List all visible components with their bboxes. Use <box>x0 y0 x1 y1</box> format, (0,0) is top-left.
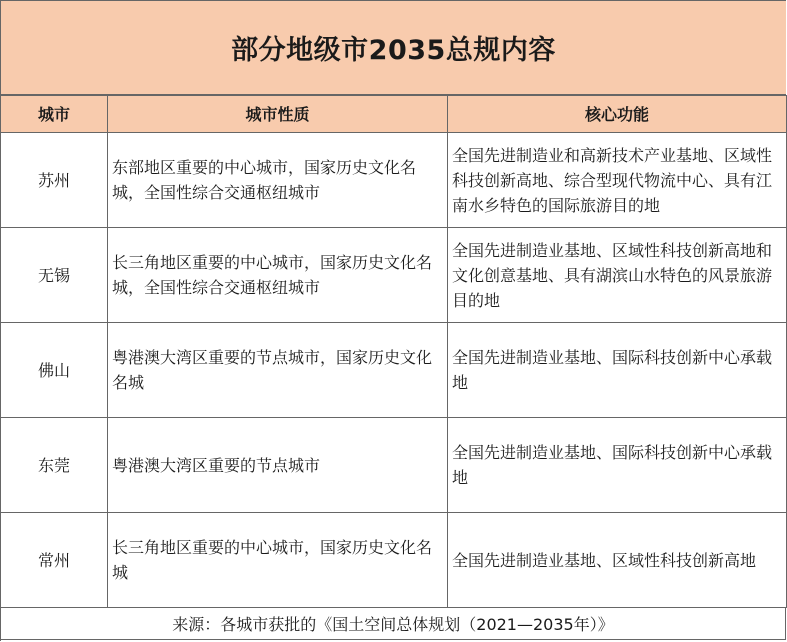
table-row <box>1 323 787 418</box>
header-nature: 城市性质 <box>108 96 448 133</box>
header-function: 核心功能 <box>448 96 787 133</box>
table-row <box>1 133 787 228</box>
cell-city: 无锡 <box>1 228 108 323</box>
source-footnote: 来源：各城市获批的《国土空间总体规划（2021—2035年）》 <box>1 608 786 640</box>
cell-function: 全国先进制造业基地、国际科技创新中心承载地 <box>448 418 787 513</box>
cell-function: 全国先进制造业和高新技术产业基地、区域性科技创新高地、综合型现代物流中心、具有江南水乡特色的国际旅游目的地 <box>448 133 787 228</box>
cell-city: 常州 <box>1 513 108 608</box>
cell-nature: 粤港澳大湾区重要的节点城市，国家历史文化名城 <box>108 323 448 418</box>
table-title: 部分地级市2035总规内容 <box>1 1 786 95</box>
cell-nature: 长三角地区重要的中心城市，国家历史文化名城 <box>108 513 448 608</box>
cell-nature: 东部地区重要的中心城市，国家历史文化名城，全国性综合交通枢纽城市 <box>108 133 448 228</box>
header-row <box>1 96 787 133</box>
table-row <box>1 228 787 323</box>
table-row <box>1 513 787 608</box>
cell-city: 佛山 <box>1 323 108 418</box>
planning-table <box>0 95 787 608</box>
table-row <box>1 418 787 513</box>
cell-city: 苏州 <box>1 133 108 228</box>
cell-nature: 粤港澳大湾区重要的节点城市 <box>108 418 448 513</box>
cell-function: 全国先进制造业基地、区域性科技创新高地和文化创意基地、具有湖滨山水特色的风景旅游目的地 <box>448 228 787 323</box>
cell-nature: 长三角地区重要的中心城市，国家历史文化名城，全国性综合交通枢纽城市 <box>108 228 448 323</box>
cell-function: 全国先进制造业基地、区域性科技创新高地 <box>448 513 787 608</box>
cell-function: 全国先进制造业基地、国际科技创新中心承载地 <box>448 323 787 418</box>
header-city: 城市 <box>1 96 108 133</box>
cell-city: 东莞 <box>1 418 108 513</box>
